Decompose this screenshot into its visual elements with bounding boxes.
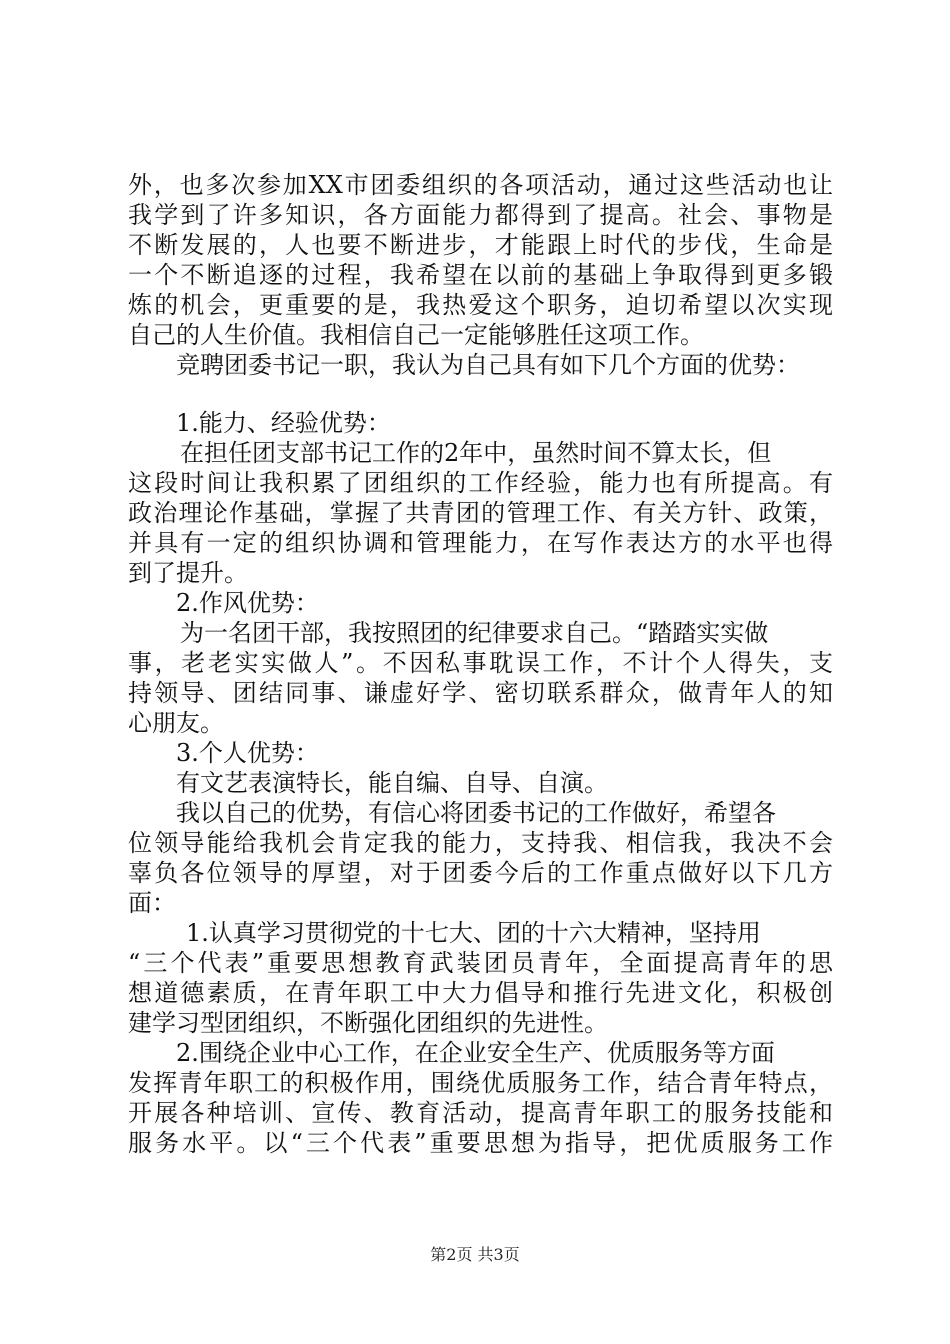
body-line: 开展各种培训、宣传、教育活动，提高青年职工的服务技能和 <box>128 1099 833 1127</box>
body-line: 一个不断追逐的过程，我希望在以前的基础上争取得到更多锻 <box>128 261 833 289</box>
body-line: 炼的机会，更重要的是，我热爱这个职务，迫切希望以次实现 <box>128 291 833 319</box>
body-line: 服务水平。以“三个代表”重要思想为指导，把优质服务工作 <box>128 1129 833 1157</box>
body-line: 有文艺表演特长，能自编、自导、自演。 <box>176 769 608 797</box>
section-heading: 2.作风优势： <box>176 589 319 617</box>
body-line: 心朋友。 <box>128 709 224 737</box>
paragraph-gap <box>128 380 833 408</box>
body-line: 想道德素质，在青年职工中大力倡导和推行先进文化，积极创 <box>128 979 833 1007</box>
body-line: “三个代表”重要思想教育武装团员青年，全面提高青年的思 <box>128 949 833 977</box>
body-line: 事，老老实实做人”。不因私事耽误工作，不计个人得失，支 <box>128 649 833 677</box>
body-line: 发挥青年职工的积极作用，围绕优质服务工作，结合青年特点， <box>128 1069 833 1097</box>
body-line: 自己的人生价值。我相信自己一定能够胜任这项工作。 <box>128 321 704 349</box>
body-line: 到了提升。 <box>128 559 248 587</box>
document-body <box>128 170 833 1158</box>
body-line: 位领导能给我机会肯定我的能力，支持我、相信我，我决不会 <box>128 829 833 857</box>
body-line: 竞聘团委书记一职，我认为自己具有如下几个方面的优势： <box>176 351 800 379</box>
body-line: 政治理论作基础，掌握了共青团的管理工作、有关方针、政策， <box>128 499 833 527</box>
body-line: 在担任团支部书记工作的2年中，虽然时间不算太长，但 <box>180 439 772 467</box>
body-line: 外，也多次参加XX市团委组织的各项活动，通过这些活动也让 <box>128 171 833 199</box>
body-line: 建学习型团组织，不断强化团组织的先进性。 <box>128 1009 608 1037</box>
body-line: 面： <box>128 889 176 917</box>
body-line: 我以自己的优势，有信心将团委书记的工作做好，希望各 <box>176 799 776 827</box>
body-line: 辜负各位领导的厚望，对于团委今后的工作重点做好以下几方 <box>128 859 833 887</box>
page-number-footer: 第2页 共3页 <box>430 1245 520 1264</box>
body-line: 这段时间让我积累了团组织的工作经验，能力也有所提高。有 <box>128 469 833 497</box>
body-line: 为一名团干部，我按照团的纪律要求自己。“踏踏实实做 <box>180 619 769 647</box>
list-item: 2.围绕企业中心工作，在企业安全生产、优质服务等方面 <box>176 1039 775 1067</box>
section-heading: 3.个人优势： <box>176 739 319 767</box>
body-line: 持领导、团结同事、谦虚好学、密切联系群众，做青年人的知 <box>128 679 833 707</box>
section-heading: 1.能力、经验优势： <box>176 409 391 437</box>
body-line: 我学到了许多知识，各方面能力都得到了提高。社会、事物是 <box>128 201 833 229</box>
body-line: 并具有一定的组织协调和管理能力，在写作表达方的水平也得 <box>128 529 833 557</box>
list-item: 1.认真学习贯彻党的十七大、团的十六大精神，坚持用 <box>186 919 761 947</box>
body-line: 不断发展的，人也要不断进步，才能跟上时代的步伐，生命是 <box>128 231 833 259</box>
